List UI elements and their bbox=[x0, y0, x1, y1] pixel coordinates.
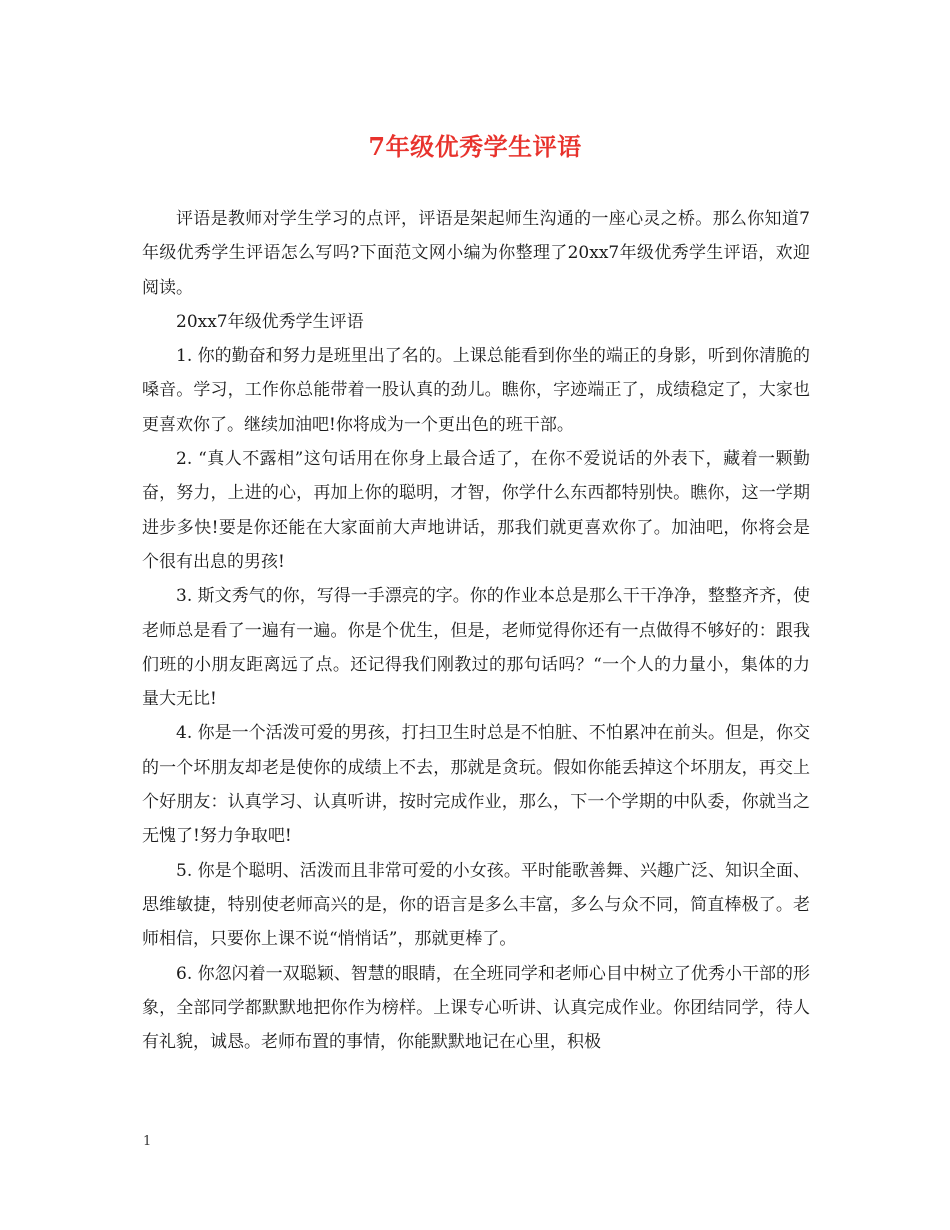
document-body bbox=[142, 202, 810, 1059]
comment-paragraph-1: 1. 你的勤奋和努力是班里出了名的。上课总能看到你坐的端正的身影，听到你清脆的嗓音。学习，工作你总能带着一股认真的劲儿。瞧你，字迹端正了，成绩稳定了，大家也更喜欢你了。继续加油吧!你将成为一个更出色的班干部。 bbox=[142, 346, 810, 435]
intro-paragraph: 评语是教师对学生学习的点评，评语是架起师生沟通的一座心灵之桥。那么你知道7年级优秀学生评语怎么写吗?下面范文网小编为你整理了20xx7年级优秀学生评语，欢迎阅读。 bbox=[142, 209, 810, 298]
comment-paragraph-4: 4. 你是一个活泼可爱的男孩，打扫卫生时总是不怕脏、不怕累冲在前头。但是，你交的一个坏朋友却老是使你的成绩上不去，那就是贪玩。假如你能丢掉这个坏朋友，再交上个好朋友：认真学习、认真听讲，按时完成作业，那么，下一个学期的中队委，你就当之无愧了!努力争取吧! bbox=[142, 723, 810, 847]
page-number: 1 bbox=[143, 1134, 152, 1149]
section-heading: 20xx7年级优秀学生评语 bbox=[176, 311, 364, 332]
comment-paragraph-5: 5. 你是个聪明、活泼而且非常可爱的小女孩。平时能歌善舞、兴趣广泛、知识全面、思维敏捷，特别使老师高兴的是，你的语言是多么丰富，多么与众不同，简直棒极了。老师相信，只要你上课不说“悄悄话”，那就更棒了。 bbox=[142, 860, 810, 950]
comment-paragraph-2: 2. “真人不露相”这句话用在你身上最合适了，在你不爱说话的外表下，藏着一颗勤奋，努力，上进的心，再加上你的聪明，才智，你学什么东西都特别快。瞧你，这一学期进步多快!要是你还能在大家面前大声地讲话，那我们就更喜欢你了。加油吧，你将会是个很有出息的男孩! bbox=[142, 449, 810, 572]
comment-paragraph-3: 3. 斯文秀气的你，写得一手漂亮的字。你的作业本总是那么干干净净，整整齐齐，使老师总是看了一遍有一遍。你是个优生，但是，老师觉得你还有一点做得不够好的：跟我们班的小朋友距离远了点。还记得我们刚教过的那句话吗？“一个人的力量小，集体的力量大无比! bbox=[142, 586, 810, 710]
document-title: 7年级优秀学生评语 bbox=[368, 132, 582, 161]
comment-paragraph-6: 6. 你忽闪着一双聪颖、智慧的眼睛，在全班同学和老师心目中树立了优秀小干部的形象，全部同学都默默地把你作为榜样。上课专心听讲、认真完成作业。你团结同学，待人有礼貌，诚恳。老师布置的事情，你能默默地记在心里，积极 bbox=[142, 963, 810, 1053]
